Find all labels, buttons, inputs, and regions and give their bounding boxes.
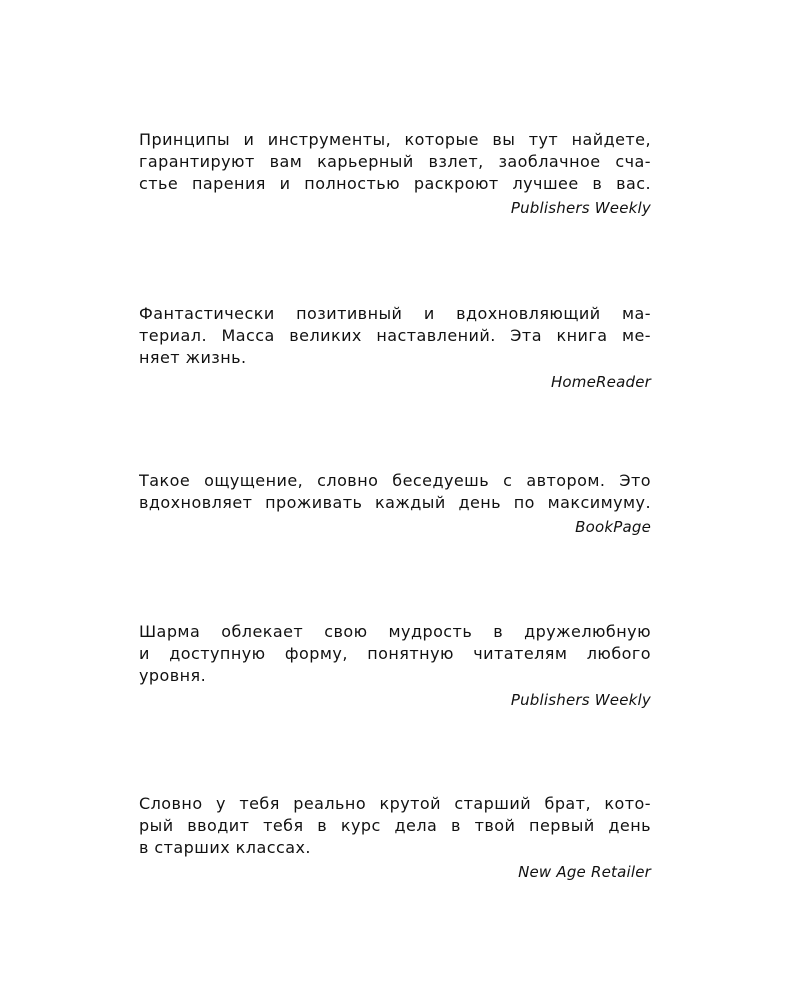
review-quote <box>139 303 651 392</box>
quote-line: Фантастически позитивный и вдохновляющий ма- <box>139 304 651 323</box>
quote-line: в старших классах. <box>139 838 311 857</box>
quote-source: BookPage <box>575 518 651 536</box>
quote-line: Словно у тебя реально крутой старший брат, кото- <box>139 794 651 813</box>
quote-source: HomeReader <box>550 373 651 391</box>
quote-source: Publishers Weekly <box>510 691 651 709</box>
review-quote <box>139 621 651 710</box>
quote-line: и доступную форму, понятную читателям любого <box>139 644 651 663</box>
review-quote <box>139 470 651 537</box>
quote-line: уровня. <box>139 666 207 685</box>
quote-line: гарантируют вам карьерный взлет, заоблачное сча- <box>139 152 651 171</box>
quote-source: Publishers Weekly <box>510 199 651 217</box>
quote-line: вдохновляет проживать каждый день по максимуму. <box>139 493 651 512</box>
quote-line: териал. Масса великих наставлений. Эта книга ме- <box>139 326 651 345</box>
quote-line: Шарма облекает свою мудрость в дружелюбную <box>139 622 651 641</box>
review-quote <box>139 129 651 218</box>
quote-source: New Age Retailer <box>518 863 651 881</box>
quote-line: няет жизнь. <box>139 348 247 367</box>
quote-line: Такое ощущение, словно беседуешь с автором. Это <box>139 471 651 490</box>
quote-line: Принципы и инструменты, которые вы тут найдете, <box>139 130 651 149</box>
review-quote <box>139 793 651 882</box>
quote-line: стье парения и полностью раскроют лучшее в вас. <box>139 174 651 193</box>
quote-line: рый вводит тебя в курс дела в твой первый день <box>139 816 651 835</box>
